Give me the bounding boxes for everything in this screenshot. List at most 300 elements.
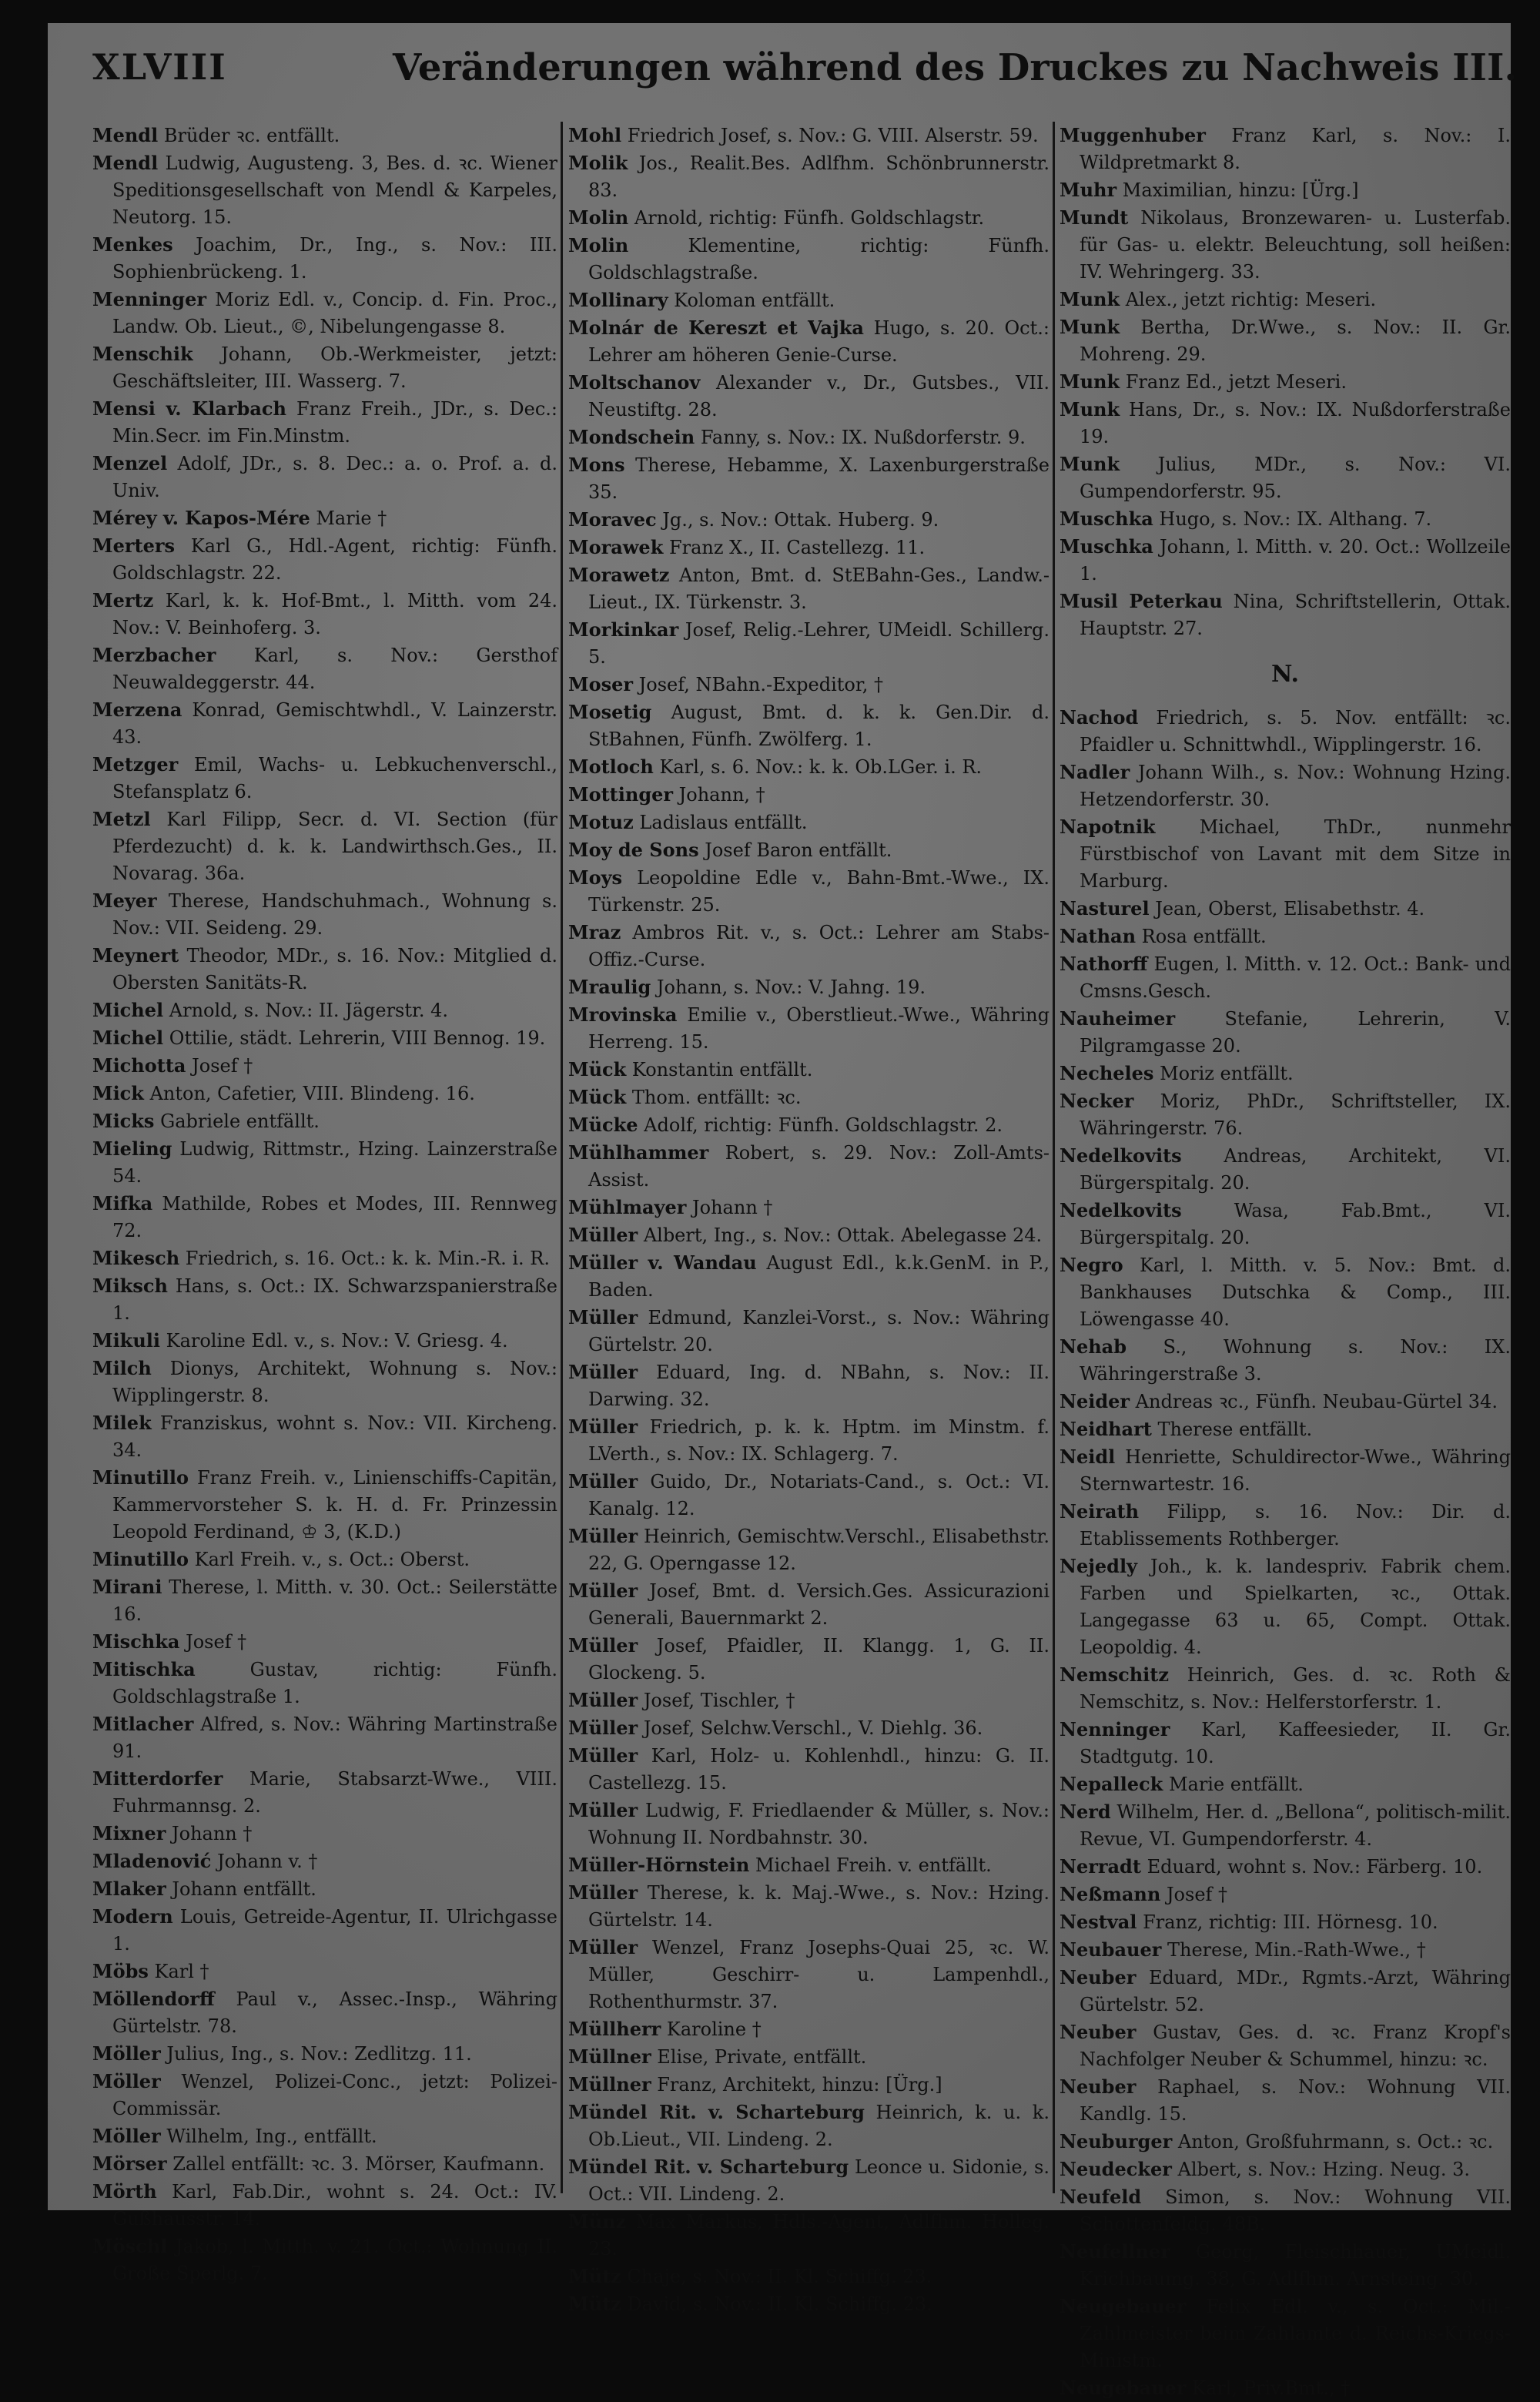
entry-detail: Michael, ThDr., nunmehr Fürstbischof von Lavant mit dem Sitze in Marburg. (1080, 816, 1511, 892)
entry-detail: Georg, Fleischhauer, UMeidl. Krichbaumg. 38, G. Adlfhm. Arnsteing. 30. (1080, 2241, 1511, 2290)
entry-name: Mérey v. Kapos-Mére (92, 507, 310, 529)
entry-detail: Gabriele entfällt. (160, 1111, 320, 1132)
entry-detail: Max Markus, Hdls.-Agent, Adlfhm. Holleg. 23. (588, 2211, 1050, 2260)
entry-detail: Therese, k. k. Maj.-Wwe., s. Nov.: Hzing. Gürtelstr. 14. (588, 1882, 1050, 1931)
directory-entry (568, 451, 1050, 506)
entry-detail: Heinrich, Ges. d. ꝛc. Roth & Nemschitz, s. Nov.: Helferstorferstr. 1. (1080, 1664, 1511, 1713)
directory-entry (1060, 1388, 1511, 1415)
column-middle (568, 122, 1050, 2318)
directory-entry (92, 1710, 557, 1765)
directory-entry (568, 561, 1050, 616)
entry-detail: Emilie v., Oberstlieut.-Wwe., Währing Herreng. 15. (588, 1004, 1050, 1053)
directory-entry (92, 1958, 557, 1985)
entry-name: Mütz (568, 2265, 621, 2287)
entry-detail: Franz Freih., JDr., s. Dec.: Min.Secr. im Fin.Minstm. (112, 398, 557, 447)
entry-detail: Nikolaus, Bronzewaren- u. Lusterfab. für Gas- u. elektr. Beleuchtung, soll heißen: IV. Wehringerg. 33. (1080, 207, 1511, 283)
entry-name: Nathorff (1060, 953, 1148, 975)
entry-name: Mrovinska (568, 1003, 678, 1026)
directory-entry (1060, 1443, 1511, 1498)
entry-detail: Wasa, Fab.Bmt., VI. Bürgerspitalg. 20. (1080, 1200, 1511, 1248)
entry-name: Napotnik (1060, 816, 1156, 838)
entry-name: Nepalleck (1060, 1773, 1163, 1795)
directory-entry (568, 1742, 1050, 1797)
entry-name: Nauheimer (1060, 1007, 1176, 1030)
entry-name: Muhr (1060, 179, 1117, 201)
entry-detail: Franz Ed., jetzt Meseri. (1125, 371, 1347, 393)
directory-entry (1060, 1498, 1511, 1553)
directory-entry (1060, 204, 1511, 286)
entry-name: Mosetig (568, 701, 652, 723)
entry-name: Mischka (92, 1630, 180, 1653)
entry-name: Nathan (1060, 925, 1137, 947)
directory-entry (1060, 1661, 1511, 1716)
directory-entry (92, 1656, 557, 1710)
entry-detail: Gustav, richtig: Fünfh. Goldschlagstraße 1. (112, 1659, 557, 1707)
directory-entry (92, 1107, 557, 1135)
entry-detail: Franz Karl, s. Nov.: I. Wildpretmarkt 8. (1080, 125, 1511, 173)
entry-detail: Johann † (172, 1823, 253, 1844)
directory-entry (568, 2015, 1050, 2043)
entry-detail: Hans, Dr., s. Nov.: IX. Nußdorferstraße 19. (1080, 399, 1511, 447)
entry-name: Molik (568, 152, 628, 174)
entry-name: Müllner (568, 2073, 651, 2095)
entry-name: Michotta (92, 1054, 186, 1077)
entry-name: Mladenović (92, 1850, 212, 1872)
entry-name: Nachod (1060, 706, 1139, 729)
entry-name: Muschka (1060, 535, 1153, 558)
entry-detail: Johann, l. Mitth. v. 20. Oct.: Wollzeile 1. (1080, 536, 1511, 585)
entry-name: Mottinger (568, 783, 674, 806)
entry-name: Nehab (1060, 1335, 1127, 1358)
entry-detail: Karl, l. Mitth. v. 5. Nov.: Bmt. d. Bankhauses Dutschka & Comp., III. Löwengasse 40. (1080, 1255, 1511, 1330)
entry-name: Nejedly (1060, 1555, 1138, 1577)
directory-entry (568, 204, 1050, 232)
entry-detail: Therese, Handschuhmach., Wohnung s. Nov.: VII. Seideng. 29. (112, 890, 557, 939)
directory-entry (1060, 1936, 1511, 1964)
entry-name: Menkes (92, 233, 173, 256)
entry-name: Mondschein (568, 426, 695, 448)
directory-entry (568, 1413, 1050, 1468)
entry-name: Motloch (568, 755, 654, 778)
entry-detail: Marie, Stabsarzt-Wwe., VIII. Fuhrmannsg. 2. (112, 1768, 557, 1817)
directory-entry (568, 2099, 1050, 2153)
directory-entry (568, 864, 1050, 919)
entry-detail: Karl, Priv.Bmt., † (1192, 2377, 1351, 2399)
entry-detail: Moriz Edl. v., Concip. d. Fin. Proc., Landw. Ob. Lieut., ©, Nibelungengasse 8. (112, 289, 557, 337)
entry-detail: Josef, NBahn.-Expeditor, † (638, 674, 883, 695)
directory-entry (92, 1245, 557, 1272)
directory-entry (92, 1052, 557, 1080)
entry-detail: Therese, l. Mitth. v. 30. Oct.: Seilerstätte 16. (112, 1576, 557, 1625)
column-left (92, 122, 557, 2287)
entry-detail: Therese entfällt. (1157, 1419, 1313, 1440)
directory-entry (92, 340, 557, 395)
entry-detail: Therese, Hebamme, X. Laxenburgerstraße 35. (588, 454, 1050, 503)
entry-detail: Franz, richtig: III. Hörnesg. 10. (1143, 1911, 1438, 1933)
entry-name: Meynert (92, 944, 179, 966)
entry-detail: Johann, Ob.-Werkmeister, jetzt: Geschäftsleiter, III. Wasserg. 7. (112, 343, 557, 392)
entry-detail: Anton, Bmt. d. StEBahn-Ges., Landw.-Lieut., IX. Türkenstr. 3. (588, 564, 1050, 613)
directory-entry (568, 2043, 1050, 2071)
directory-entry (1060, 1964, 1511, 2018)
entry-detail: Anton, Großfuhrmann, s. Oct.: ꝛc. (1177, 2131, 1494, 2152)
entry-detail: Robert, s. 29. Nov.: Zoll-Amts-Assist. (588, 1142, 1050, 1191)
entry-name: Nadler (1060, 761, 1130, 783)
directory-entry (92, 1080, 557, 1107)
entry-detail: Heinrich, Gemischtw.Verschl., Elisabethstr. 22, G. Operngasse 12. (588, 1526, 1050, 1574)
entry-name: Neufeld (1060, 2186, 1142, 2208)
entry-name: Müller (568, 1361, 638, 1383)
entry-name: Mundt (1060, 206, 1129, 229)
directory-entry (568, 1879, 1050, 1934)
entry-detail: Guido, Dr., Notariats-Cand., s. Oct.: VI. Kanalg. 12. (588, 1471, 1050, 1519)
entry-name: Mraulig (568, 976, 651, 998)
entry-name: Müller (568, 1689, 638, 1711)
directory-entry (92, 587, 557, 642)
directory-entry (568, 2208, 1050, 2263)
entry-detail: Leonce u. Sidonie, s. Oct.: VII. Lindeng. 2. (588, 2156, 1050, 2205)
directory-entry (92, 1355, 557, 1409)
entry-name: Mons (568, 454, 625, 476)
entry-name: Nenninger (1060, 1718, 1170, 1740)
directory-entry (1060, 1333, 1511, 1388)
entry-detail: Ludwig, F. Friedlaender & Müller, s. Nov.: Wohnung II. Nordbahnstr. 30. (588, 1800, 1050, 1848)
entry-detail: Ludwig, Augusteng. 3, Bes. d. ꝛc. Wiener Speditionsgesellschaft von Mendl & Karpeles, Neutorg. 15. (112, 152, 557, 228)
directory-entry (568, 314, 1050, 369)
entry-name: Mücke (568, 1114, 638, 1136)
entry-name: Necheles (1060, 1062, 1154, 1084)
entry-detail: Josef, Tischler, † (643, 1690, 795, 1711)
entry-detail: Chaje, s. Nov.: II. Kl. Schiffg. 23. (627, 2266, 932, 2287)
entry-name: Müller (568, 1470, 638, 1492)
entry-detail: Josef † (186, 1631, 247, 1653)
directory-entry (568, 919, 1050, 973)
directory-entry (92, 751, 557, 806)
entry-detail: Franz X., II. Castellezg. 11. (668, 537, 926, 558)
entry-name: Neugebauer (1060, 2377, 1187, 2399)
entry-name: Nemschitz (1060, 1663, 1170, 1686)
directory-entry (568, 1249, 1050, 1304)
entry-detail: Ambros Rit. v., s. Oct.: Lehrer am Stabs-Offiz.-Curse. (588, 922, 1050, 970)
directory-entry (1060, 950, 1511, 1005)
entry-name: Motuz (568, 811, 634, 833)
directory-entry (568, 1714, 1050, 1742)
entry-name: Moltschanov (568, 371, 701, 394)
directory-entry (1060, 1415, 1511, 1443)
directory-entry (92, 2233, 557, 2287)
directory-entry (568, 149, 1050, 204)
entry-name: Möllendorff (92, 1988, 215, 2010)
entry-name: Mündel Rit. v. Scharteburg (568, 2101, 865, 2123)
entry-name: Müller (568, 1415, 638, 1438)
entry-name: Nerradt (1060, 1855, 1141, 1878)
entry-name: Neidhart (1060, 1418, 1152, 1440)
entry-detail: Karl, Fab.Dir., wohnt s. 24. Oct.: IV. Gußhausstr. 14. (112, 2181, 557, 2229)
entry-detail: Theodor, MDr., s. 16. Nov.: Mitglied d. Obersten Sanitäts-R. (112, 945, 557, 993)
directory-entry (92, 2150, 557, 2178)
entry-detail: Franz Freih. v., Linienschiffs-Capitän, Kammervorsteher S. k. H. d. Fr. Prinzessin Leopold Ferdinand, ♔ 3, (K.D.) (112, 1467, 557, 1543)
directory-entry (568, 1577, 1050, 1632)
entry-name: Munk (1060, 370, 1120, 393)
entry-name: Negro (1060, 1254, 1123, 1276)
entry-detail: Karoline Edl. v., s. Nov.: V. Griesg. 4. (166, 1330, 508, 1352)
directory-entry (92, 1272, 557, 1327)
entry-detail: Henriette, Schuldirector-Wwe., Währing Sternwartestr. 16. (1080, 1446, 1511, 1495)
directory-entry (568, 286, 1050, 314)
column-divider (1053, 122, 1055, 2193)
directory-entry (568, 1797, 1050, 1851)
directory-entry (568, 973, 1050, 1001)
entry-name: Müllner (568, 2045, 651, 2068)
directory-entry (92, 2040, 557, 2068)
entry-name: Menninger (92, 288, 206, 310)
entry-detail: Franz, Architekt, hinzu: [Ürg.] (657, 2074, 942, 2095)
entry-detail: Josef, Selchw.Verschl., V. Diehlg. 36. (643, 1717, 983, 1739)
entry-detail: Adolf, JDr., s. 8. Dec.: a. o. Prof. a. d. Univ. (112, 453, 557, 501)
entry-detail: Wenzel, Polizei-Conc., jetzt: Polizei-Commissär. (112, 2071, 557, 2119)
entry-detail: Friedrich Josef, s. Nov.: G. VIII. Alserstr. 59. (627, 125, 1039, 146)
directory-entry (92, 122, 557, 149)
entry-name: Mühlhammer (568, 1141, 709, 1164)
directory-entry (568, 1523, 1050, 1577)
directory-entry (1060, 1005, 1511, 1060)
section-heading: N. (1271, 661, 1299, 688)
entry-name: Minutillo (92, 1548, 189, 1570)
entry-name: Modern (92, 1905, 173, 1928)
entry-detail: Arnold, s. Nov.: II. Jägerstr. 4. (169, 1000, 449, 1021)
directory-entry (1060, 2293, 1511, 2374)
directory-entry (568, 1001, 1050, 1056)
entry-detail: Jos., Realit.Bes. Adlfhm. Schönbrunnerstr. 83. (588, 152, 1050, 201)
entry-detail: Karl, k. k. Hof-Bmt., l. Mitth. vom 24. Nov.: V. Beinhoferg. 3. (112, 590, 557, 638)
entry-detail: Moriz entfällt. (1160, 1063, 1294, 1084)
directory-entry (1060, 2073, 1511, 2128)
directory-entry (1060, 313, 1511, 368)
entry-name: Muggenhuber (1060, 124, 1206, 146)
entry-name: Menschik (92, 343, 193, 365)
entry-name: Müller (568, 1525, 638, 1547)
directory-entry (1060, 396, 1511, 451)
entry-detail: David, s. Nov.: II. Kl. Schiffg. 23. (627, 2293, 932, 2315)
entry-name: Mieling (92, 1137, 172, 1160)
directory-entry (568, 1468, 1050, 1523)
entry-detail: Johann entfällt. (172, 1878, 316, 1900)
entry-name: Mühlmayer (568, 1196, 687, 1218)
entry-name: Nestval (1060, 1911, 1137, 1933)
entry-detail: Alexander v., Dr., Gutsbes., VII. Neustiftg. 28. (588, 372, 1050, 420)
directory-entry (1060, 1908, 1511, 1936)
directory-entry (92, 1820, 557, 1848)
directory-entry (568, 809, 1050, 836)
entry-name: Musil Peterkau (1060, 590, 1223, 612)
entry-name: Mirani (92, 1576, 162, 1598)
entry-name: Nerd (1060, 1801, 1111, 1823)
directory-entry (1060, 588, 1511, 642)
entry-detail: Nina, Schriftstellerin, Ottak. Hauptstr. 27. (1080, 591, 1511, 639)
entry-detail: Josef † (1166, 1884, 1228, 1905)
entry-detail: August Edl., k.k.GenM. in P., Baden. (588, 1252, 1050, 1301)
directory-entry (1060, 895, 1511, 923)
entry-name: Neirath (1060, 1500, 1140, 1523)
entry-detail: Wilhelm, Ing., entfällt. (166, 2126, 377, 2147)
entry-name: Molin (568, 206, 629, 229)
entry-name: Necker (1060, 1090, 1134, 1112)
entry-detail: Mathilde, Robes et Modes, III. Rennweg 72. (112, 1193, 557, 1241)
entry-detail: Ludwig, Rittmstr., Hzing. Lainzerstraße 54. (112, 1138, 557, 1187)
entry-detail: S., Wohnung s. Nov.: IX. Währingerstraße 3. (1080, 1336, 1511, 1385)
directory-entry (92, 2178, 557, 2233)
entry-name: Miksch (92, 1275, 168, 1297)
entry-detail: Michael Freih. v. entfällt. (755, 1854, 992, 1876)
entry-detail: Johann v. † (217, 1851, 318, 1872)
entry-detail: Jean, Oberst, Elisabethstr. 4. (1155, 898, 1425, 920)
entry-name: Muschka (1060, 508, 1153, 530)
directory-entry (92, 450, 557, 504)
directory-entry (92, 1024, 557, 1052)
column-right (1060, 122, 1511, 2402)
entry-name: Mitlacher (92, 1713, 194, 1735)
entry-name: Merters (92, 534, 175, 557)
entry-name: Mendl (92, 152, 159, 174)
directory-entry (568, 2290, 1050, 2318)
entry-detail: Raphael, s. Nov.: Wohnung VII. Kandlg. 15. (1080, 2076, 1511, 2125)
entry-name: Merzbacher (92, 644, 216, 666)
directory-entry (568, 534, 1050, 561)
entry-name: Mörser (92, 2152, 167, 2175)
entry-detail: Friedrich, p. k. k. Hptm. im Minstm. f. LVerth., s. Nov.: IX. Schlagerg. 7. (588, 1416, 1050, 1465)
directory-entry (568, 781, 1050, 809)
directory-entry (92, 1464, 557, 1546)
entry-name: Molin (568, 234, 629, 256)
directory-entry (568, 1056, 1050, 1084)
entry-name: Nedelkovits (1060, 1144, 1182, 1167)
directory-entry (1060, 923, 1511, 950)
entry-name: Mitischka (92, 1658, 196, 1680)
entry-name: Neuber (1060, 2021, 1137, 2043)
directory-entry (1060, 533, 1511, 588)
entry-name: Mendl (92, 124, 159, 146)
entry-detail: Emil, Wachs- u. Lebkuchenverschl., Stefansplatz 6. (112, 754, 557, 802)
directory-entry (92, 286, 557, 340)
entry-detail: Karl G., Hdl.-Agent, richtig: Fünfh. Goldschlagstr. 22. (112, 535, 557, 584)
directory-entry (568, 1111, 1050, 1139)
entry-detail: Konrad, Gemischtwhdl., V. Lainzerstr. 43. (112, 699, 557, 748)
directory-entry (1060, 1553, 1511, 1661)
entry-name: Mohl (568, 124, 622, 146)
page-header (92, 39, 1518, 100)
entry-name: Mütz (568, 2293, 621, 2315)
entry-detail: Josef, Relig.-Lehrer, UMeidl. Schillerg. 5. (588, 619, 1050, 668)
entry-detail: Eugen, l. Mitth. v. 12. Oct.: Bank- und Cmsns.Gesch. (1080, 953, 1511, 1002)
entry-detail: Karl, Holz- u. Kohlenhdl., hinzu: G. II. Castellezg. 15. (588, 1745, 1050, 1794)
directory-entry (1060, 2156, 1511, 2183)
entry-detail: Koloman entfällt. (674, 290, 835, 311)
directory-page (48, 23, 1518, 2399)
directory-entry (568, 698, 1050, 753)
directory-entry (92, 395, 557, 450)
directory-entry (568, 1221, 1050, 1249)
entry-name: Munk (1060, 288, 1120, 310)
entry-detail: Wilhelm, Her. d. „Bellona“, politisch-milit. Revue, VI. Gumpendorferstr. 4. (1080, 1801, 1512, 1850)
directory-entry (92, 1327, 557, 1355)
entry-detail: Therese, Min.-Rath-Wwe., † (1167, 1939, 1426, 1961)
entry-name: Möller (92, 2125, 161, 2147)
entry-name: Munk (1060, 316, 1120, 338)
entry-name: Milch (92, 1357, 152, 1379)
directory-entry (92, 1903, 557, 1958)
entry-name: Neufellner (1060, 2240, 1170, 2263)
entry-name: Möller (92, 2070, 161, 2092)
entry-name: Müller v. Wandau (568, 1251, 757, 1274)
entry-detail: Marie entfällt. (1168, 1774, 1304, 1795)
entry-name: Mündel Rit. v. Scharteburg (568, 2156, 849, 2178)
entry-detail: Heinrich, k. u. k. Ob.Lieut., VII. Lindeng. 2. (588, 2102, 1050, 2150)
directory-entry (92, 887, 557, 942)
entry-name: Mikesch (92, 1247, 180, 1269)
directory-entry (1060, 505, 1511, 533)
directory-entry (568, 506, 1050, 534)
directory-entry (92, 1546, 557, 1573)
directory-entry (1060, 176, 1511, 204)
entry-detail: Eduard, MDr., Rgmts.-Arzt, Währing Gürtelstr. 52. (1080, 1967, 1511, 2015)
entry-detail: Thom. entfällt: ꝛc. (631, 1087, 802, 1108)
directory-entry (568, 2071, 1050, 2099)
directory-entry (92, 1135, 557, 1190)
entry-name: Metzger (92, 753, 179, 776)
entry-detail: Moriz, PhDr., Schriftsteller, IX. Währingerstr. 76. (1080, 1090, 1511, 1139)
directory-entry (1060, 1087, 1511, 1142)
directory-entry (568, 616, 1050, 671)
entry-name: Milek (92, 1412, 152, 1434)
entry-name: Moravec (568, 508, 657, 531)
entry-detail: Karl, s. Nov.: Gersthof Neuwaldeggerstr. 44. (112, 645, 557, 693)
entry-name: Mitterdorfer (92, 1767, 223, 1790)
entry-detail: Filipp, s. 16. Nov.: Dir. d. Etablissements Rothberger. (1080, 1501, 1511, 1549)
directory-entry (1060, 2183, 1511, 2238)
directory-entry (1060, 1142, 1511, 1197)
entry-detail: Josef † (192, 1055, 253, 1077)
entry-detail: Jakob, l. Mitth. v. 21. Oct.: Wohnung II. Große Sperlg. 7. (112, 2236, 557, 2284)
entry-detail: Leopoldine Edle v., Bahn-Bmt.-Wwe., IX. Türkenstr. 25. (588, 867, 1050, 916)
directory-entry (1060, 451, 1511, 505)
entry-detail: Friedrich, s. 16. Oct.: k. k. Min.-R. i. R. (185, 1248, 550, 1269)
entry-detail: Fanny, s. Nov.: IX. Nußdorferstr. 9. (700, 427, 1026, 448)
entry-name: Morawetz (568, 564, 670, 586)
directory-entry (568, 1139, 1050, 1194)
entry-name: Müller (568, 1936, 638, 1958)
directory-entry (568, 1934, 1050, 2015)
directory-entry (1060, 2018, 1511, 2073)
entry-detail: Johann Wilh., s. Nov.: Wohnung Hzing. Hetzendorferstr. 30. (1080, 762, 1511, 810)
entry-name: Nasturel (1060, 897, 1150, 920)
directory-entry (92, 2068, 557, 2122)
entry-name: Neuburger (1060, 2130, 1173, 2152)
directory-entry (568, 369, 1050, 424)
entry-name: Neugebauer (1060, 2295, 1187, 2317)
entry-detail: Alex., jetzt richtig: Meseri. (1125, 289, 1377, 310)
entry-detail: Julius, Ing., s. Nov.: Zedlitzg. 11. (166, 2043, 472, 2065)
directory-entry (568, 1687, 1050, 1714)
directory-entry (1060, 368, 1511, 396)
entry-detail: Johann, s. Nov.: V. Jahng. 19. (656, 977, 926, 998)
entry-name: Metzl (92, 808, 151, 830)
entry-name: Mensi v. Klarbach (92, 397, 286, 420)
directory-entry (568, 836, 1050, 864)
directory-entry (92, 532, 557, 587)
entry-name: Meyer (92, 889, 157, 912)
directory-entry (1060, 1798, 1511, 1853)
entry-name: Neidl (1060, 1446, 1116, 1468)
